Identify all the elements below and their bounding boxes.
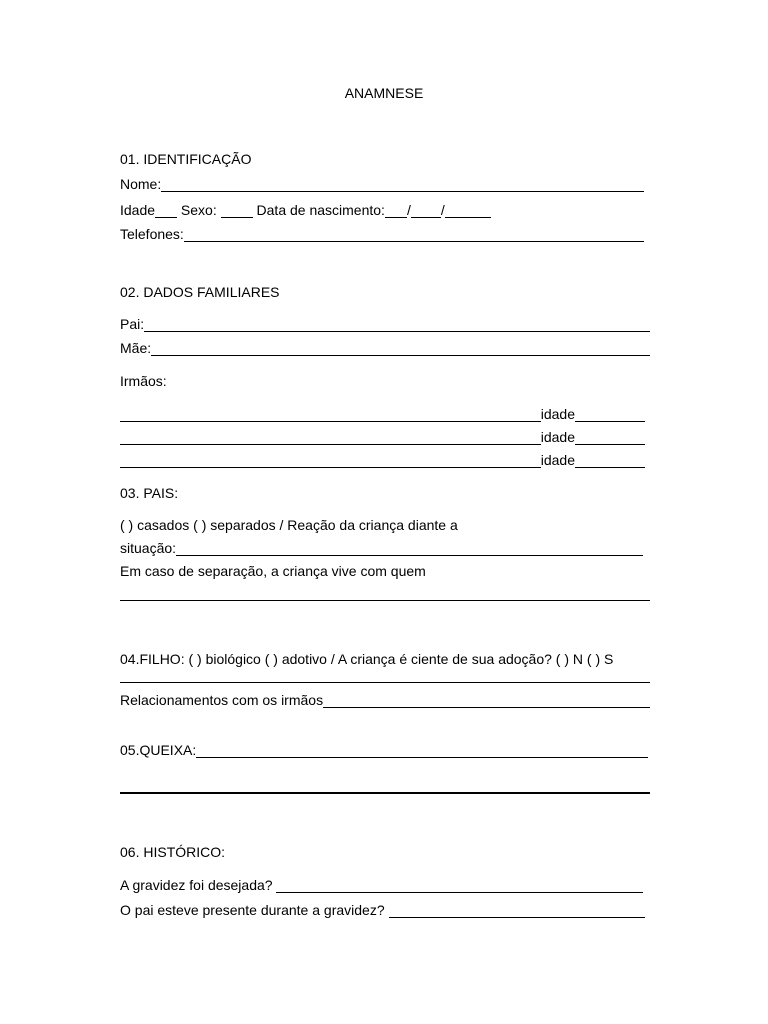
pai-label: Pai:	[120, 316, 145, 332]
situacao-field	[120, 538, 643, 558]
irmao-idade-blank	[575, 452, 645, 468]
telefones-blank	[184, 226, 644, 242]
section-identificacao-heading: 01. IDENTIFICAÇÃO	[120, 151, 252, 167]
pai-blank	[144, 316, 650, 332]
gravidez-blank	[276, 877, 643, 893]
situacao-blank	[176, 540, 643, 556]
telefones-label: Telefones:	[120, 226, 184, 242]
date-slash-1: /	[406, 202, 411, 218]
pai-field	[120, 314, 650, 334]
relacionamentos-field	[120, 690, 650, 710]
nome-blank	[161, 176, 644, 192]
filho-line: 04.FILHO: ( ) biológico ( ) adotivo / A criança é ciente de sua adoção? ( ) N ( ) S	[120, 651, 614, 667]
section-familiares-heading: 02. DADOS FAMILIARES	[120, 284, 280, 300]
queixa-label: 05.QUEIXA:	[120, 742, 197, 758]
dia-blank	[385, 202, 407, 218]
ano-blank	[445, 202, 491, 218]
idade-blank	[155, 202, 177, 218]
irmaos-label: Irmãos:	[120, 373, 167, 389]
separacao-line: Em caso de separação, a criança vive com quem	[120, 563, 426, 579]
idade-sexo-nascimento-field	[120, 200, 491, 220]
irmao-idade-label: idade	[540, 406, 575, 422]
pais-status-line: ( ) casados ( ) separados / Reação da criança diante a	[120, 517, 458, 533]
irmao-name-blank	[120, 429, 541, 445]
irmao-name-blank	[120, 452, 541, 468]
irmao-name-blank	[120, 406, 541, 422]
nome-label: Nome:	[120, 176, 162, 192]
sexo-label: Sexo:	[177, 202, 221, 218]
irmao-idade-blank	[575, 406, 645, 422]
relacionamentos-label: Relacionamentos com os irmãos	[120, 692, 324, 708]
mae-label: Mãe:	[120, 340, 152, 356]
queixa-field	[120, 740, 648, 760]
irmao-row	[120, 404, 645, 424]
pai-presente-blank	[389, 902, 645, 918]
gravidez-label: A gravidez foi desejada?	[120, 877, 277, 893]
irmao-row	[120, 450, 645, 470]
date-slash-2: /	[440, 202, 445, 218]
irmao-idade-label: idade	[540, 452, 575, 468]
sexo-blank	[221, 202, 253, 218]
situacao-label: situação:	[120, 540, 177, 556]
section-historico-heading: 06. HISTÓRICO:	[120, 844, 226, 860]
irmao-idade-label: idade	[540, 429, 575, 445]
queixa-blank	[196, 742, 648, 758]
nascimento-label: Data de nascimento:	[252, 202, 385, 218]
idade-label: Idade	[120, 202, 156, 218]
section-pais-heading: 03. PAIS:	[120, 485, 179, 501]
irmao-idade-blank	[575, 429, 645, 445]
mae-blank	[151, 340, 650, 356]
telefones-field	[120, 224, 644, 244]
filho-blank-line	[120, 682, 650, 683]
mes-blank	[411, 202, 441, 218]
nome-field	[120, 174, 644, 194]
separacao-blank-line	[120, 600, 650, 601]
queixa-blank-line	[120, 792, 650, 794]
gravidez-field	[120, 875, 643, 895]
pai-presente-label: O pai esteve presente durante a gravidez?	[120, 902, 389, 918]
irmao-row	[120, 427, 645, 447]
mae-field	[120, 338, 650, 358]
pai-presente-field	[120, 900, 645, 920]
relacionamentos-blank	[323, 692, 650, 708]
document-title: ANAMNESE	[344, 85, 424, 101]
